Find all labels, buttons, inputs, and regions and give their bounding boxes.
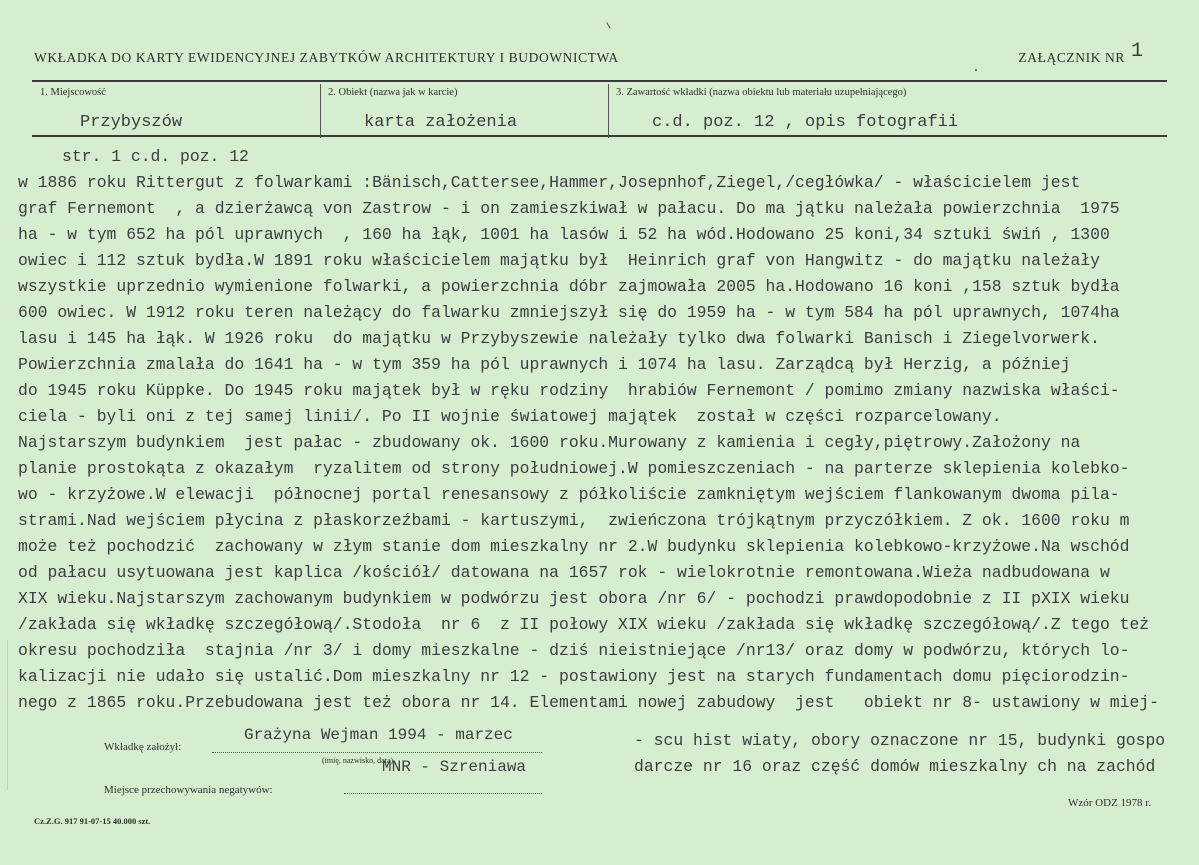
header-fields-box	[32, 80, 1167, 137]
object-value: karta założenia	[364, 113, 518, 132]
body-line: nego z 1865 roku.Przebudowana jest też obora nr 14. Elementami nowej zabudowy jest obiekt nr 8- ustawiony w miej-	[18, 693, 1159, 712]
body-line: graf Fernemont , a dzierżawcą von Zastrow - i on zamieszkiwał w pałacu. Do ma jątku należała powierzchnia 1975	[18, 199, 1120, 218]
body-line: owiec i 112 sztuk bydła.W 1891 roku właścicielem majątku był Heinrich graf von Hangwitz - do majątku należały	[18, 251, 1100, 270]
body-line: planie prostokąta z okazałym ryzalitem od strony południowej.W pomieszczeniach - na parterze sklepienia kolebko-	[18, 459, 1130, 478]
body-line: str. 1 c.d. poz. 12	[62, 147, 249, 166]
institution-value: MNR - Szreniawa	[382, 758, 527, 776]
body-line: może też pochodzić zachowany w złym stanie dom mieszkalny nr 2.W budynku sklepienia kolebkowo-krzyżowe.Na wschód	[18, 537, 1130, 556]
left-edge-rule	[7, 640, 8, 790]
body-line: strami.Nad wejściem płycina z płaskorzeźbami - kartuszymi, zwieńczona trójkątnym przyczółkiem. Z ok. 1600 roku m	[18, 511, 1130, 530]
prepared-value: Grażyna Wejman 1994 - marzec	[244, 726, 513, 744]
body-line: Najstarszym budynkiem jest pałac - zbudowany ok. 1600 roku.Murowany z kamienia i cegły,piętrowy.Założony na	[18, 433, 1081, 452]
body-line: XIX wieku.Najstarszym zachowanym budynkiem w podwórzu jest obora /nr 6/ - pochodzi prawdopodobnie z II pXIX wieku	[18, 589, 1130, 608]
body-line: lasu i 145 ha łąk. W 1926 roku do majątku w Przybyszewie należały tylko dwa folwarki Banisch i Ziegelvorwerk.	[18, 329, 1100, 348]
object-label: 2. Obiekt (nazwa jak w karcie)	[328, 87, 458, 98]
body-line: okresu pochodziła stajnia /nr 3/ i domy mieszkalne - dziś nieistniejące /nr13/ oraz domy w podwórzu, których lo-	[18, 641, 1130, 660]
locality-label: 1. Miejscowość	[40, 87, 106, 98]
print-code: Cz.Z.G. 917 91-07-15 40.000 szt.	[34, 816, 151, 826]
content-value: c.d. poz. 12 , opis fotografii	[652, 113, 959, 132]
body-line: ciela - byli oni z tej samej linii/. Po II wojnie światowej majątek został w części rozparcelowany.	[18, 407, 1002, 426]
punch-mark	[975, 69, 977, 71]
form-model: Wzór ODZ 1978 r.	[1068, 797, 1152, 809]
prepared-label: Wkładkę założył:	[104, 741, 182, 753]
body-line: ha - w tym 652 ha pól uprawnych , 160 ha łąk, 1001 ha lasów i 52 ha wód.Hodowano 25 koni,34 sztuki świń , 1300	[18, 225, 1110, 244]
negatives-label: Miejsce przechowywania negatywów:	[104, 784, 273, 796]
tick-mark	[606, 22, 610, 29]
field-divider	[320, 84, 321, 138]
body-line: wo - krzyżowe.W elewacji północnej portal renesansowy z półkoliście zamkniętym wejściem flankowanym dwoma pila-	[18, 485, 1120, 504]
body-line: od pałacu usytuowana jest kaplica /kościół/ datowana na 1657 rok - wielokrotnie remontowana.Wieża nadbudowana w	[18, 563, 1110, 582]
body-line: wszystkie uprzednio wymienione folwarki, a powierzchnia dóbr zajmowała 2005 ha.Hodowano 16 koni ,158 sztuk bydła	[18, 277, 1120, 296]
body-line: /zakłada się wkładkę szczegółową/.Stodoła nr 6 z II połowy XIX wieku /zakłada się wkładkę szczegółową/.Z tego też	[18, 615, 1150, 634]
body-line: kalizacji nie udało się ustalić.Dom mieszkalny nr 12 - postawiony jest na starych fundamentach domu pięciorodzin-	[18, 667, 1130, 686]
body-line: Powierzchnia zmalała do 1641 ha - w tym 359 ha pól uprawnych i 1074 ha lasu. Zarządcą był Herzig, a później	[18, 355, 1071, 374]
name-hint: (imię, nazwisko, data)	[322, 756, 394, 765]
locality-value: Przybyszów	[80, 113, 183, 132]
field-divider	[608, 84, 609, 138]
body-line: 600 owiec. W 1912 roku teren należący do falwarku zmniejszył się do 1959 ha - w tym 584 ha pól uprawnych, 1074ha	[18, 303, 1120, 322]
side-line-2: darcze nr 16 oraz część domów mieszkalny ch na zachód	[634, 757, 1156, 776]
content-label: 3. Zawartość wkładki (nazwa obiektu lub materiału uzupełniającego)	[616, 87, 907, 98]
attachment-number: 1	[1130, 40, 1143, 63]
form-title: WKŁADKA DO KARTY EWIDENCYJNEJ ZABYTKÓW ARCHITEKTURY I BUDOWNICTWA	[34, 50, 619, 65]
prepared-dotline	[212, 752, 542, 753]
side-line-1: - scu hist wiaty, obory oznaczone nr 15, budynki gospo	[634, 731, 1166, 750]
attachment-label: ZAŁĄCZNIK NR	[1018, 50, 1125, 65]
negatives-dotline	[344, 793, 542, 794]
body-line: do 1945 roku Küppke. Do 1945 roku majątek był w ręku rodziny hrabiów Fernemont / pomimo zmiany nazwiska właści-	[18, 381, 1120, 400]
body-line: w 1886 roku Rittergut z folwarkami :Bänisch,Cattersee,Hammer,Josepnhof,Ziegel,/cegłówka/ - właścicielem jest	[18, 173, 1081, 192]
